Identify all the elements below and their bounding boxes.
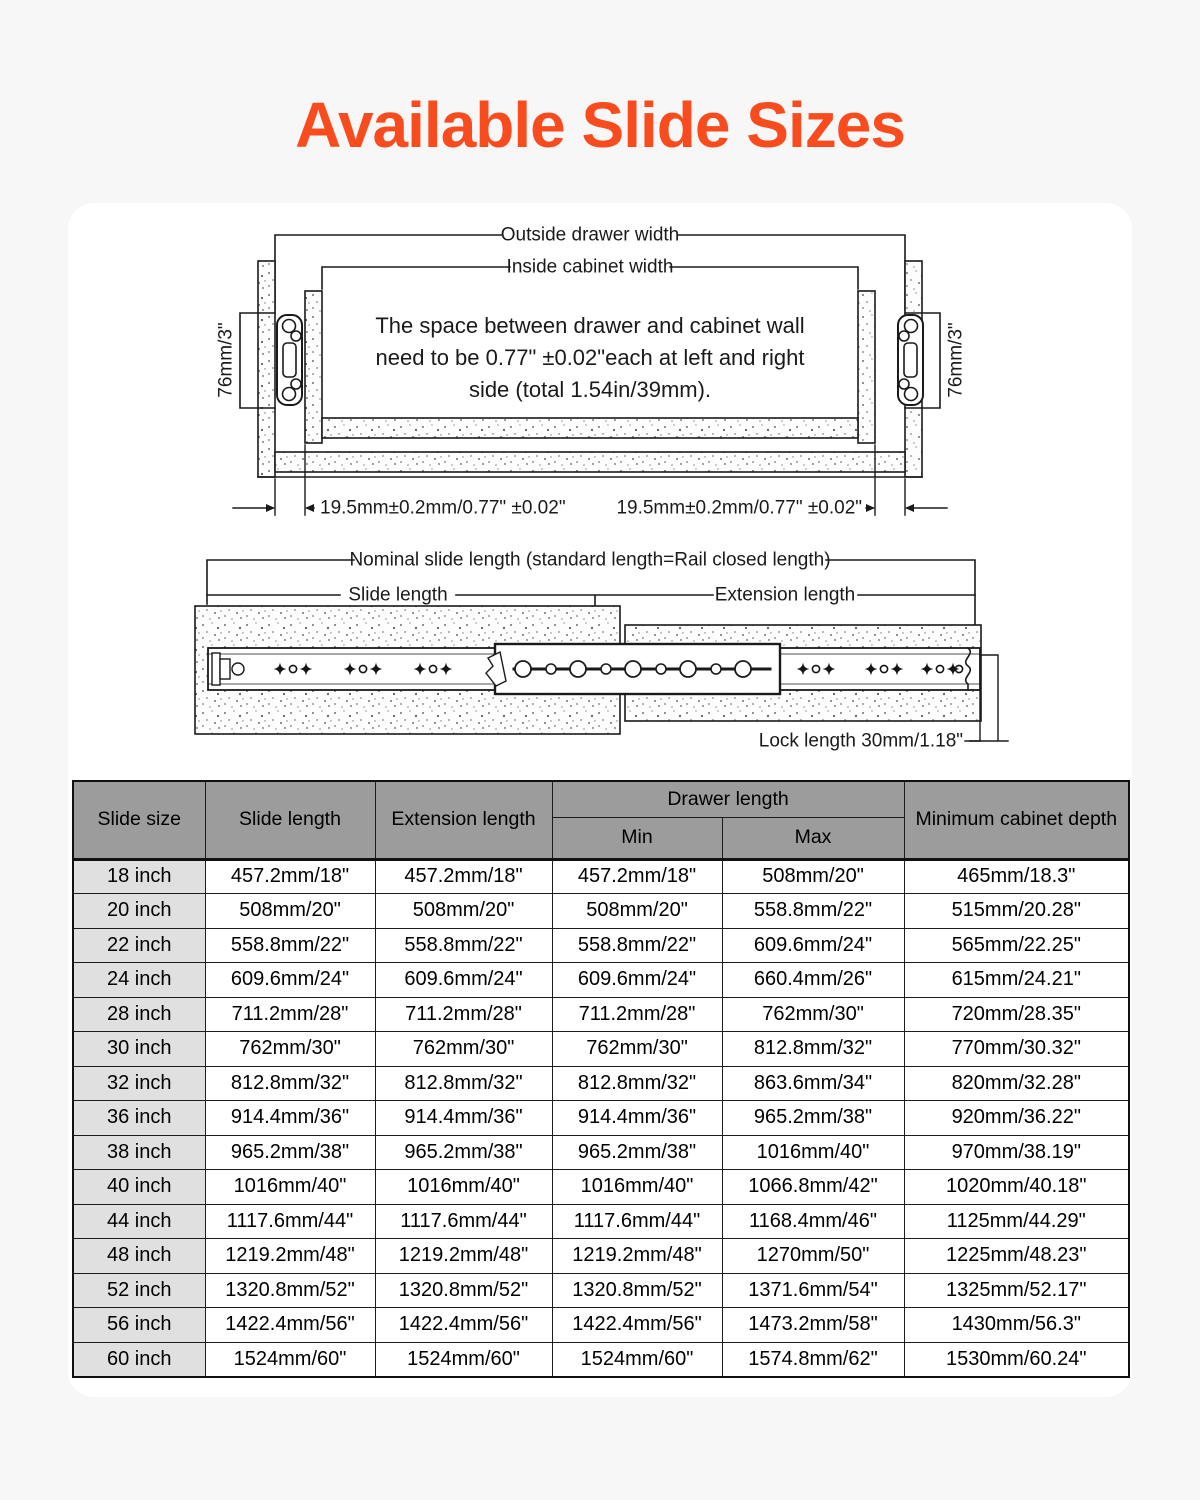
value-cell: 1422.4mm/56" — [205, 1308, 375, 1343]
value-cell: 508mm/20" — [722, 859, 904, 894]
value-cell: 1524mm/60" — [375, 1342, 552, 1377]
slide-size-cell: 56 inch — [73, 1308, 205, 1343]
slide-size-table — [72, 780, 1130, 1378]
note-line-1: The space between drawer and cabinet wall — [375, 313, 805, 338]
value-cell: 1574.8mm/62" — [722, 1342, 904, 1377]
note-line-2: need to be 0.77" ±0.02"each at left and right — [375, 345, 805, 370]
slide-size-cell: 36 inch — [73, 1101, 205, 1136]
header-min-cabinet-depth: Minimum cabinet depth — [904, 781, 1129, 859]
value-cell: 762mm/30" — [375, 1032, 552, 1067]
value-cell: 965.2mm/38" — [375, 1135, 552, 1170]
value-cell: 1125mm/44.29" — [904, 1204, 1129, 1239]
value-cell: 1016mm/40" — [722, 1135, 904, 1170]
value-cell: 920mm/36.22" — [904, 1101, 1129, 1136]
value-cell: 711.2mm/28" — [375, 997, 552, 1032]
table-row — [73, 1066, 1129, 1101]
value-cell: 457.2mm/18" — [552, 859, 722, 894]
value-cell: 1016mm/40" — [552, 1170, 722, 1205]
slide-size-cell: 24 inch — [73, 963, 205, 998]
drawer-bottom-panel — [322, 418, 858, 438]
slide-size-cell: 38 inch — [73, 1135, 205, 1170]
value-cell: 1320.8mm/52" — [375, 1273, 552, 1308]
value-cell: 711.2mm/28" — [552, 997, 722, 1032]
value-cell: 1524mm/60" — [552, 1342, 722, 1377]
value-cell: 770mm/30.32" — [904, 1032, 1129, 1067]
value-cell: 1117.6mm/44" — [375, 1204, 552, 1239]
table-row — [73, 1308, 1129, 1343]
outside-drawer-width-label: Outside drawer width — [500, 224, 680, 246]
table-row — [73, 963, 1129, 998]
slide-size-cell: 48 inch — [73, 1239, 205, 1274]
value-cell: 914.4mm/36" — [205, 1101, 375, 1136]
header-drawer-min: Min — [552, 817, 722, 859]
spacing-note — [375, 313, 804, 402]
value-cell: 812.8mm/32" — [205, 1066, 375, 1101]
value-cell: 558.8mm/22" — [375, 928, 552, 963]
slide-rail — [208, 644, 980, 694]
value-cell: 1473.2mm/58" — [722, 1308, 904, 1343]
inside-cabinet-width-label: Inside cabinet width — [506, 256, 674, 278]
value-cell: 558.8mm/22" — [552, 928, 722, 963]
value-cell: 1422.4mm/56" — [375, 1308, 552, 1343]
header-extension-length: Extension length — [375, 781, 552, 859]
value-cell: 1020mm/40.18" — [904, 1170, 1129, 1205]
slide-size-cell: 30 inch — [73, 1032, 205, 1067]
table-row — [73, 1204, 1129, 1239]
value-cell: 1270mm/50" — [722, 1239, 904, 1274]
value-cell: 1219.2mm/48" — [205, 1239, 375, 1274]
slide-size-cell: 40 inch — [73, 1170, 205, 1205]
value-cell: 812.8mm/32" — [552, 1066, 722, 1101]
slide-size-cell: 28 inch — [73, 997, 205, 1032]
value-cell: 965.2mm/38" — [552, 1135, 722, 1170]
value-cell: 711.2mm/28" — [205, 997, 375, 1032]
value-cell: 508mm/20" — [205, 894, 375, 929]
value-cell: 1066.8mm/42" — [722, 1170, 904, 1205]
slide-profile-right — [898, 315, 923, 405]
value-cell: 508mm/20" — [552, 894, 722, 929]
value-cell: 609.6mm/24" — [205, 963, 375, 998]
value-cell: 515mm/20.28" — [904, 894, 1129, 929]
value-cell: 1320.8mm/52" — [205, 1273, 375, 1308]
header-drawer-length: Drawer length — [552, 781, 904, 817]
lock-length-label: Lock length 30mm/1.18" — [758, 730, 963, 752]
diagram-cross-section — [216, 225, 967, 519]
table-row — [73, 1032, 1129, 1067]
cabinet-bottom-panel — [275, 452, 905, 472]
value-cell: 914.4mm/36" — [375, 1101, 552, 1136]
height-left-label: 76mm/3" — [215, 322, 237, 398]
table-row — [73, 859, 1129, 894]
value-cell: 609.6mm/24" — [722, 928, 904, 963]
value-cell: 965.2mm/38" — [722, 1101, 904, 1136]
slide-size-cell: 52 inch — [73, 1273, 205, 1308]
value-cell: 609.6mm/24" — [375, 963, 552, 998]
dim-inside-cabinet-width — [322, 257, 858, 290]
value-cell: 508mm/20" — [375, 894, 552, 929]
value-cell: 457.2mm/18" — [375, 859, 552, 894]
value-cell: 1225mm/48.23" — [904, 1239, 1129, 1274]
value-cell: 1168.4mm/46" — [722, 1204, 904, 1239]
value-cell: 863.6mm/34" — [722, 1066, 904, 1101]
content-card — [68, 203, 1132, 1397]
value-cell: 1016mm/40" — [375, 1170, 552, 1205]
value-cell: 965.2mm/38" — [205, 1135, 375, 1170]
value-cell: 1219.2mm/48" — [552, 1239, 722, 1274]
table-header — [73, 781, 1129, 859]
header-slide-length: Slide length — [205, 781, 375, 859]
value-cell: 660.4mm/26" — [722, 963, 904, 998]
slide-length-label: Slide length — [348, 584, 448, 606]
header-drawer-max: Max — [722, 817, 904, 859]
value-cell: 762mm/30" — [722, 997, 904, 1032]
value-cell: 1016mm/40" — [205, 1170, 375, 1205]
value-cell: 762mm/30" — [552, 1032, 722, 1067]
value-cell: 1117.6mm/44" — [552, 1204, 722, 1239]
value-cell: 812.8mm/32" — [375, 1066, 552, 1101]
table-row — [73, 928, 1129, 963]
table-row — [73, 1239, 1129, 1274]
value-cell: 1530mm/60.24" — [904, 1342, 1129, 1377]
drawer-wall-left — [305, 291, 322, 443]
table-row — [73, 1342, 1129, 1377]
value-cell: 565mm/22.25" — [904, 928, 1129, 963]
table-row — [73, 894, 1129, 929]
diagram-slide-length — [195, 550, 1008, 752]
value-cell: 1524mm/60" — [205, 1342, 375, 1377]
table-row — [73, 1273, 1129, 1308]
value-cell: 609.6mm/24" — [552, 963, 722, 998]
value-cell: 1320.8mm/52" — [552, 1273, 722, 1308]
gap-left-label: 19.5mm±0.2mm/0.77" ±0.02" — [320, 497, 566, 519]
table-row — [73, 1101, 1129, 1136]
header-slide-size: Slide size — [73, 781, 205, 859]
value-cell: 1117.6mm/44" — [205, 1204, 375, 1239]
table-row — [73, 1135, 1129, 1170]
extension-length-label: Extension length — [714, 584, 856, 606]
slide-size-cell: 60 inch — [73, 1342, 205, 1377]
value-cell: 558.8mm/22" — [205, 928, 375, 963]
technical-diagrams — [68, 203, 1132, 778]
value-cell: 970mm/38.19" — [904, 1135, 1129, 1170]
value-cell: 762mm/30" — [205, 1032, 375, 1067]
nominal-length-label: Nominal slide length (standard length=Rail closed length) — [349, 549, 831, 571]
slide-size-cell: 32 inch — [73, 1066, 205, 1101]
value-cell: 720mm/28.35" — [904, 997, 1129, 1032]
slide-size-cell: 44 inch — [73, 1204, 205, 1239]
cabinet-wall-left — [258, 261, 275, 477]
value-cell: 914.4mm/36" — [552, 1101, 722, 1136]
value-cell: 457.2mm/18" — [205, 859, 375, 894]
value-cell: 1219.2mm/48" — [375, 1239, 552, 1274]
height-right-label: 76mm/3" — [945, 322, 967, 398]
value-cell: 558.8mm/22" — [722, 894, 904, 929]
table-row — [73, 997, 1129, 1032]
value-cell: 1422.4mm/56" — [552, 1308, 722, 1343]
note-line-3: side (total 1.54in/39mm). — [468, 377, 712, 402]
slide-size-cell: 18 inch — [73, 859, 205, 894]
value-cell: 812.8mm/32" — [722, 1032, 904, 1067]
page-title: Available Slide Sizes — [295, 89, 905, 161]
value-cell: 1371.6mm/54" — [722, 1273, 904, 1308]
value-cell: 465mm/18.3" — [904, 859, 1129, 894]
slide-profile-left — [277, 315, 302, 405]
value-cell: 820mm/32.28" — [904, 1066, 1129, 1101]
value-cell: 1325mm/52.17" — [904, 1273, 1129, 1308]
slide-size-cell: 20 inch — [73, 894, 205, 929]
drawer-wall-right — [858, 291, 875, 443]
gap-right-label: 19.5mm±0.2mm/0.77" ±0.02" — [616, 497, 862, 519]
value-cell: 615mm/24.21" — [904, 963, 1129, 998]
slide-size-cell: 22 inch — [73, 928, 205, 963]
table-body — [73, 859, 1129, 1377]
value-cell: 1430mm/56.3" — [904, 1308, 1129, 1343]
table-row — [73, 1170, 1129, 1205]
